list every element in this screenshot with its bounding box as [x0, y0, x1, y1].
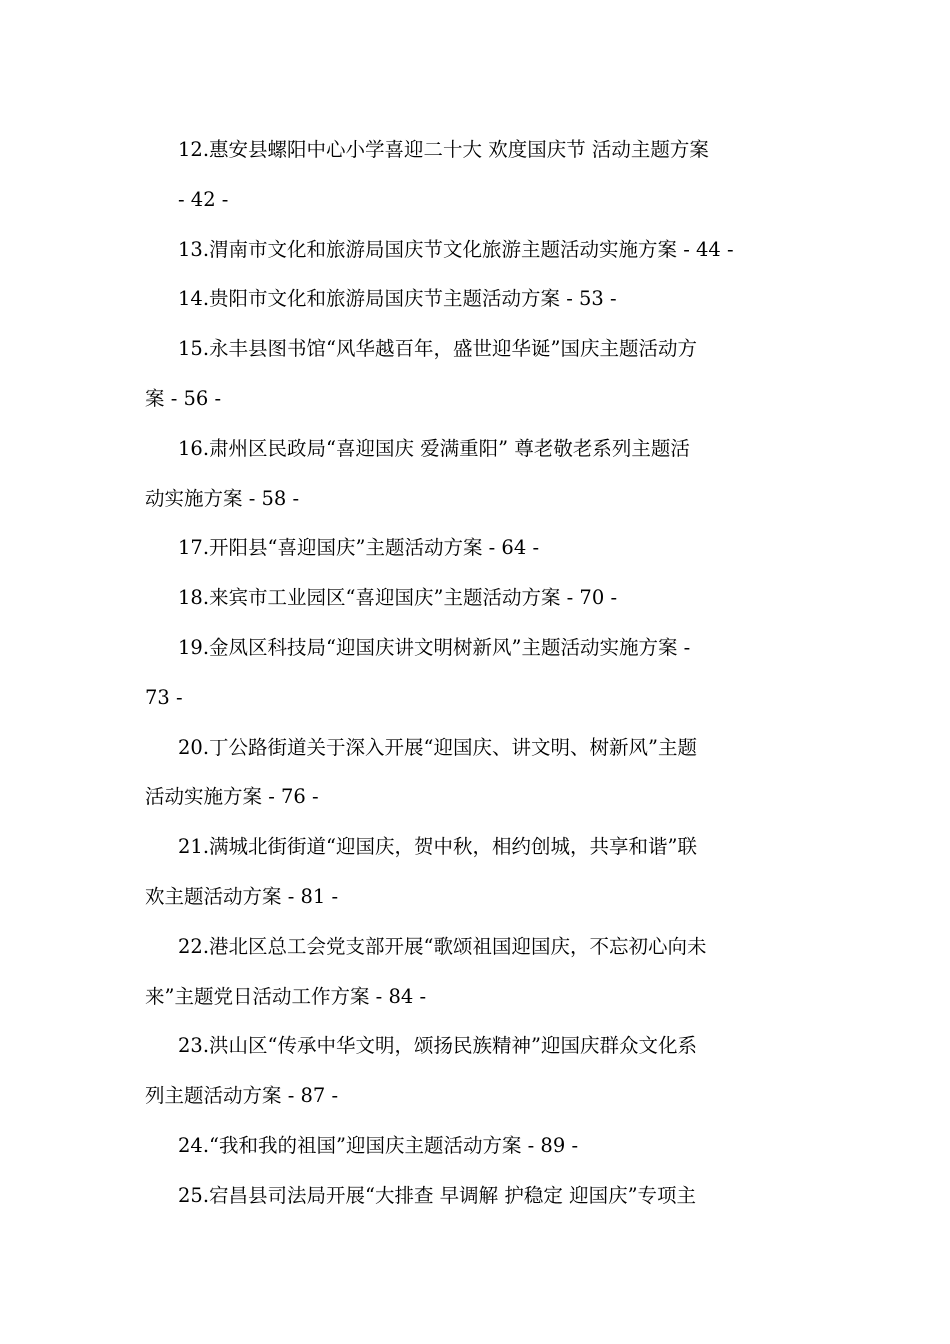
- table-of-contents: [145, 125, 805, 1221]
- toc-line: 23.洪山区“传承中华文明，颂扬民族精神”迎国庆群众文化系: [178, 1034, 697, 1058]
- toc-line: 19.金凤区科技局“迎国庆讲文明树新风”主题活动实施方案 -: [178, 635, 691, 659]
- toc-line: 来”主题党日活动工作方案 - 84 -: [145, 984, 427, 1008]
- toc-line: 14.贵阳市文化和旅游局国庆节主题活动方案 - 53 -: [178, 287, 617, 311]
- toc-line: 15.永丰县图书馆“风华越百年，盛世迎华诞”国庆主题活动方: [178, 337, 697, 361]
- toc-line: - 42 -: [178, 187, 229, 211]
- toc-line: 活动实施方案 - 76 -: [145, 785, 319, 809]
- toc-line: 25.宕昌县司法局开展“大排查 早调解 护稳定 迎国庆”专项主: [178, 1183, 697, 1207]
- toc-line: 动实施方案 - 58 -: [145, 486, 300, 510]
- toc-line: 13.渭南市文化和旅游局国庆节文化旅游主题活动实施方案 - 44 -: [178, 237, 734, 261]
- toc-line: 案 - 56 -: [145, 386, 222, 410]
- toc-line: 20.丁公路街道关于深入开展“迎国庆、讲文明、树新风”主题: [178, 735, 697, 759]
- toc-line: 欢主题活动方案 - 81 -: [145, 884, 339, 908]
- toc-line: 列主题活动方案 - 87 -: [145, 1084, 339, 1108]
- toc-line: 24.“我和我的祖国”迎国庆主题活动方案 - 89 -: [178, 1133, 579, 1157]
- toc-line: 18.来宾市工业园区“喜迎国庆”主题活动方案 - 70 -: [178, 586, 618, 610]
- toc-line: 16.肃州区民政局“喜迎国庆 爱满重阳” 尊老敬老系列主题活: [178, 436, 690, 460]
- toc-line: 12.惠安县螺阳中心小学喜迎二十大 欢度国庆节 活动主题方案: [178, 138, 709, 161]
- toc-line: 17.开阳县“喜迎国庆”主题活动方案 - 64 -: [178, 536, 540, 560]
- toc-line: 73 -: [145, 685, 183, 709]
- toc-line: 21.满城北街街道“迎国庆，贺中秋，相约创城，共享和谐”联: [178, 835, 697, 859]
- toc-line: 22.港北区总工会党支部开展“歌颂祖国迎国庆，不忘初心向未: [178, 934, 707, 958]
